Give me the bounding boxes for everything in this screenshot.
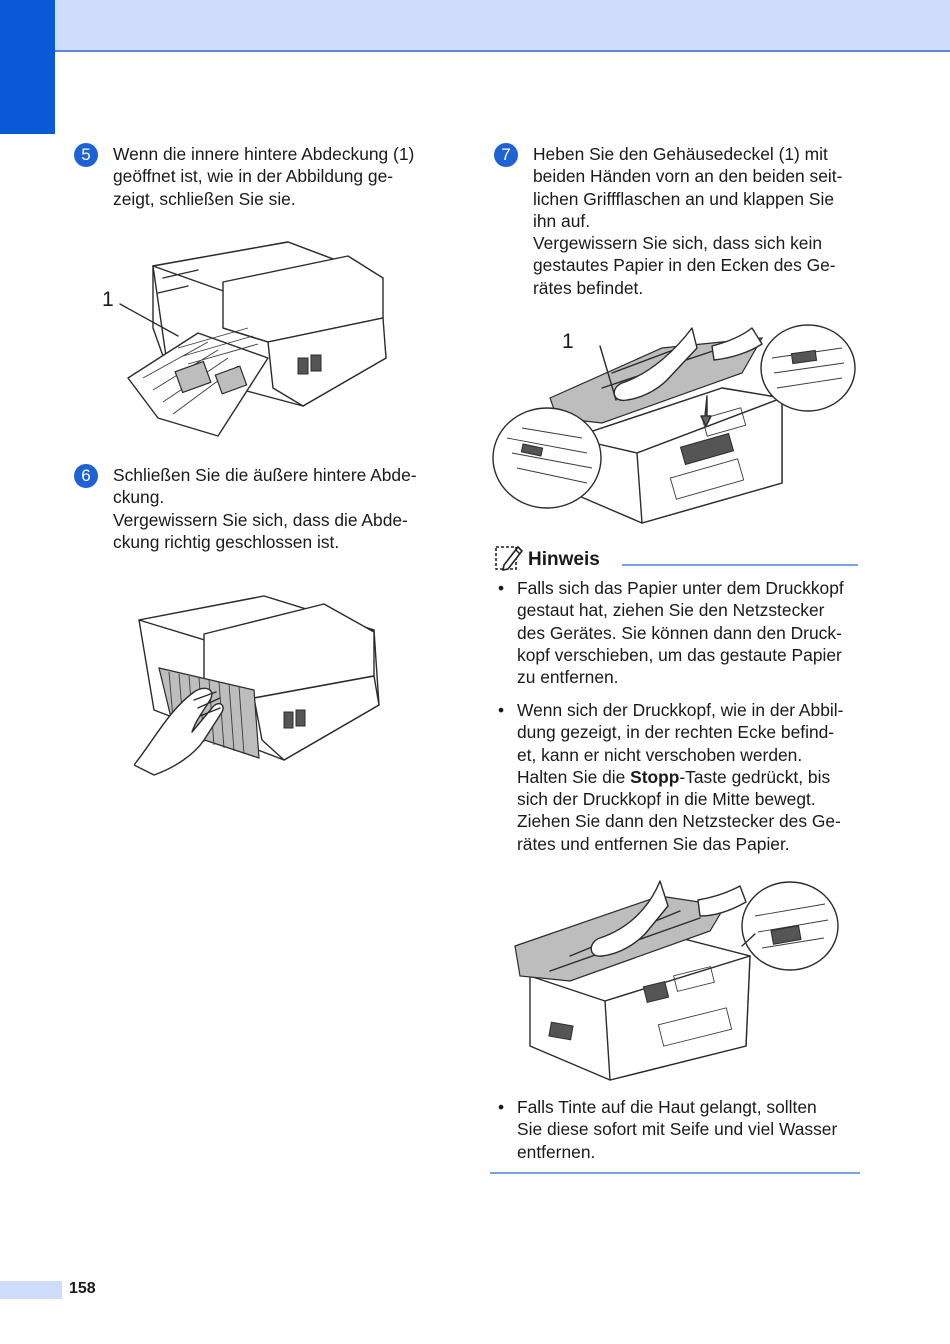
step-number-badge: 7: [494, 143, 518, 167]
figure-printer-outer-rear-cover: [134, 590, 384, 780]
bullet-dot: •: [498, 1097, 505, 1117]
note-header: [494, 543, 860, 573]
note-title: Hinweis: [528, 549, 600, 570]
note-title-rule: [622, 564, 858, 566]
stopp-key-label: Stopp: [630, 766, 680, 787]
figure-printer-inner-rear-cover: [98, 238, 398, 438]
pencil-note-icon: [494, 543, 524, 573]
bullet-text: Falls Tinte auf die Haut gelangt, sollten Sie diese sofort mit Seife und viel Wasser entfernen.: [517, 1097, 838, 1162]
bullet-dot: •: [498, 700, 505, 720]
note-end-rule: [490, 1172, 860, 1174]
header-band: [0, 0, 950, 52]
step-text: Wenn die innere hintere Abdeckung (1) geöffnet ist, wie in der Abbildung ge- zeigt, schließen Sie sie.: [113, 144, 415, 209]
step-text: Schließen Sie die äußere hintere Abde- ckung. Vergewissern Sie sich, dass die Abde- ckung richtig geschlossen ist.: [113, 465, 417, 552]
footer-band: [0, 1281, 62, 1299]
figure-callout-1: 1: [562, 330, 574, 353]
figure-open-scanner-cover: [492, 318, 858, 526]
step-number-badge: 6: [74, 464, 98, 488]
chapter-tab: [0, 0, 55, 134]
bullet-text: Falls sich das Papier unter dem Druckkopf gestaut hat, ziehen Sie den Netzstecker des Gerätes. Sie können dann den Druck- kopf verschieben, um das gestaute Papier zu entfernen.: [517, 578, 844, 688]
page-number: 158: [69, 1280, 96, 1297]
bullet-text-part: Wenn sich der Druckkopf, wie in der Abbil- dung gezeigt, in der rechten Ecke befind- et, kann er nicht verschoben werden. Halten Sie die: [517, 700, 844, 787]
bullet-text: [517, 699, 862, 855]
figure-print-head-right-corner: [510, 876, 840, 1082]
figure-callout-1: 1: [102, 288, 114, 311]
bullet-dot: •: [498, 578, 505, 598]
step-number-badge: 5: [74, 143, 98, 167]
bullet-text-part: -Taste gedrückt, bis sich der Druckkopf in die Mitte bewegt. Ziehen Sie dann den Netzstecker des Ge- rätes und entfernen Sie das Papier.: [517, 766, 841, 854]
step-text: Heben Sie den Gehäusedeckel (1) mit beiden Händen vorn an den beiden seit- lichen Griffflaschen an und klappen Sie ihn auf. Vergewissern Sie sich, dass sich kein gestautes Papier in den Ecken des Ge- rätes befindet.: [533, 144, 843, 298]
